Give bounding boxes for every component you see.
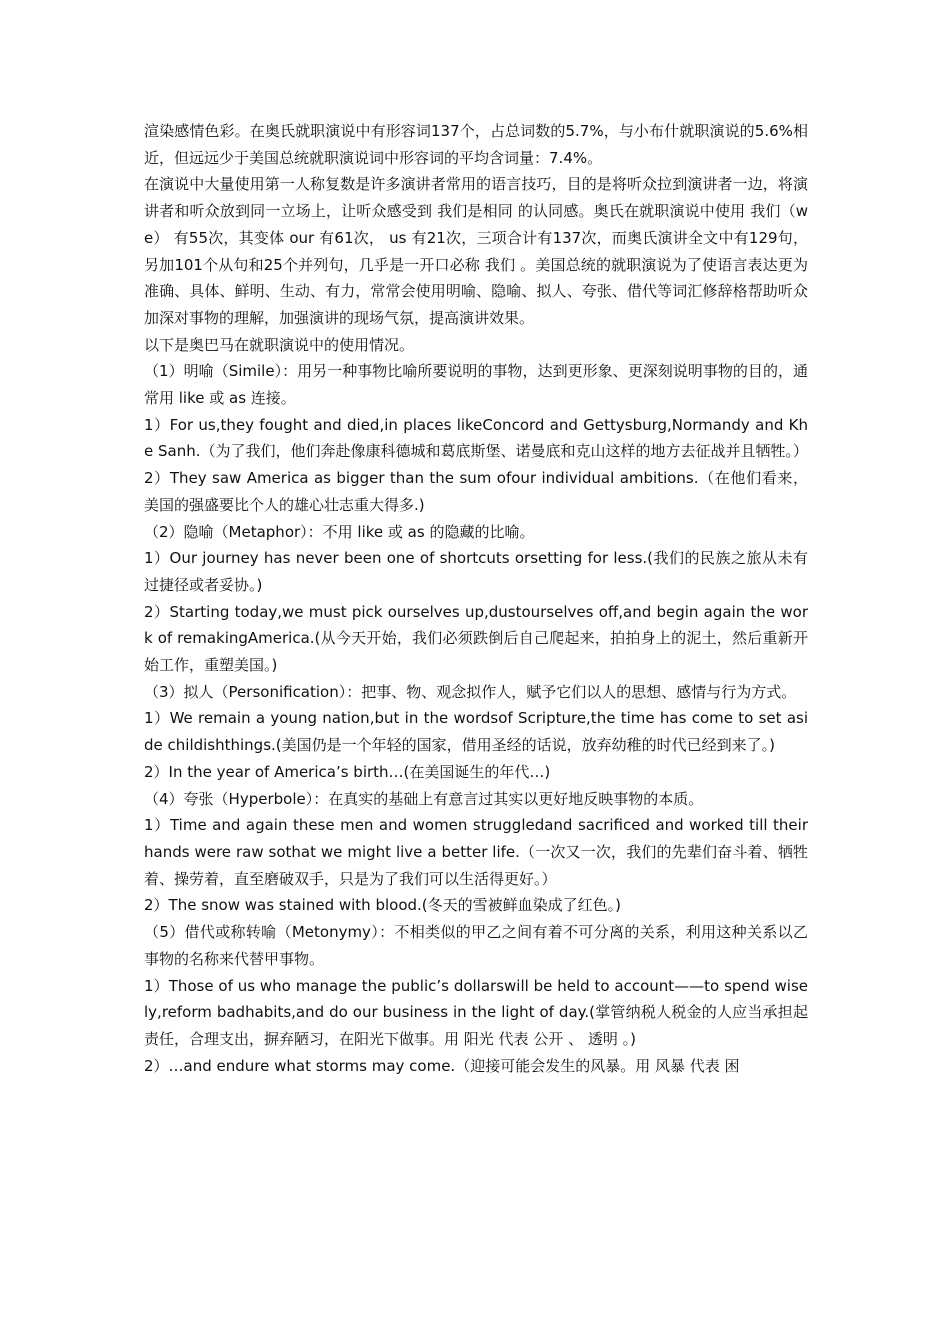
hyperbole-example-1: 1）Time and again these men and women struggledand sacrificed and worked till their hands were raw sothat we might live a better life.（一次又一次，我们的先辈们奋斗着、牺牲着、操劳着，直至磨破双手，只是为了我们可以生活得更好。） (144, 816, 808, 888)
heading-personification: （3）拟人（Personification）：把事、物、观念拟作人，赋予它们以人的思想、感情与行为方式。 (144, 682, 797, 701)
personification-example-2: 2）In the year of America’s birth…(在美国诞生的年代…) (144, 762, 551, 781)
metonymy-example-2: 2）…and endure what storms may come.（迎接可能会发生的风暴。用 风暴 代表 困 (144, 1056, 740, 1075)
heading-simile: （1）明喻（Simile）：用另一种事物比喻所要说明的事物，达到更形象、更深刻说明事物的目的，通常用 like 或 as 连接。 (144, 362, 808, 408)
metonymy-example-1: 1）Those of us who manage the public’s dollarswill be held to account——to spend wisely,reform badhabits,and do our business in the light of day.(掌管纳税人税金的人应当承担起责任，合理支出，摒弃陋习，在阳光下做事。用 阳光 代表 公开 、 透明 。) (144, 976, 808, 1048)
paragraph-adjective-stats: 渲染感情色彩。在奥氏就职演说中有形容词137个，占总词数的5.7%，与小布什就职演说的5.6%相近，但远远少于美国总统就职演说词中形容词的平均含词量：7.4%。 (144, 122, 808, 167)
document-body (144, 118, 808, 1079)
hyperbole-example-2: 2）The snow was stained with blood.(冬天的雪被鲜血染成了红色。) (144, 896, 621, 915)
paragraph-first-person-plural: 在演说中大量使用第一人称复数是许多演讲者常用的语言技巧，目的是将听众拉到演讲者一边，将演讲者和听众放到同一立场上，让听众感受到 我们是相同 的认同感。奥氏在就职演说中使用 我们（we） 有55次，其变体 our 有61次， us 有21次，三项合计有137次，而奥氏演讲全文中有129句，另加101个从句和25个并列句，几乎是一开口必称 我们 。美国总统的就职演说为了使语言表达更为准确、具体、鲜明、生动、有力，常常会使用明喻、隐喻、拟人、夸张、借代等词汇修辞格帮助听众加深对事物的理解，加强演讲的现场气氛，提高演讲效果。 (144, 175, 808, 327)
simile-example-1: 1）For us,they fought and died,in places likeConcord and Gettysburg,Normandy and Khe Sanh.（为了我们，他们奔赴像康科德城和葛底斯堡、诺曼底和克山这样的地方去征战并且牺牲。） (144, 415, 808, 461)
metaphor-example-1: 1）Our journey has never been one of shortcuts orsetting for less.(我们的民族之旅从未有过捷径或者妥协。) (144, 549, 808, 594)
heading-metonymy: （5）借代或称转喻（Metonymy）：不相类似的甲乙之间有着不可分离的关系，利用这种关系以乙事物的名称来代替甲事物。 (144, 923, 808, 968)
metaphor-example-2: 2）Starting today,we must pick ourselves up,dustourselves off,and begin again the work of remakingAmerica.(从今天开始，我们必须跌倒后自己爬起来，拍拍身上的泥土，然后重新开始工作，重塑美国。) (144, 602, 808, 675)
personification-example-1: 1）We remain a young nation,but in the wordsof Scripture,the time has come to set aside childishthings.(美国仍是一个年轻的国家，借用圣经的话说，放弃幼稚的时代已经到来了。) (144, 709, 808, 755)
paragraph-intro-usage: 以下是奥巴马在就职演说中的使用情况。 (144, 335, 415, 354)
heading-hyperbole: （4）夸张（Hyperbole）：在真实的基础上有意言过其实以更好地反映事物的本质。 (144, 789, 704, 808)
heading-metaphor: （2）隐喻（Metaphor）：不用 like 或 as 的隐藏的比喻。 (144, 522, 535, 541)
simile-example-2: 2）They saw America as bigger than the sum ofour individual ambitions.（在他们看来，美国的强盛要比个人的雄心壮志重大得多.) (144, 469, 808, 514)
